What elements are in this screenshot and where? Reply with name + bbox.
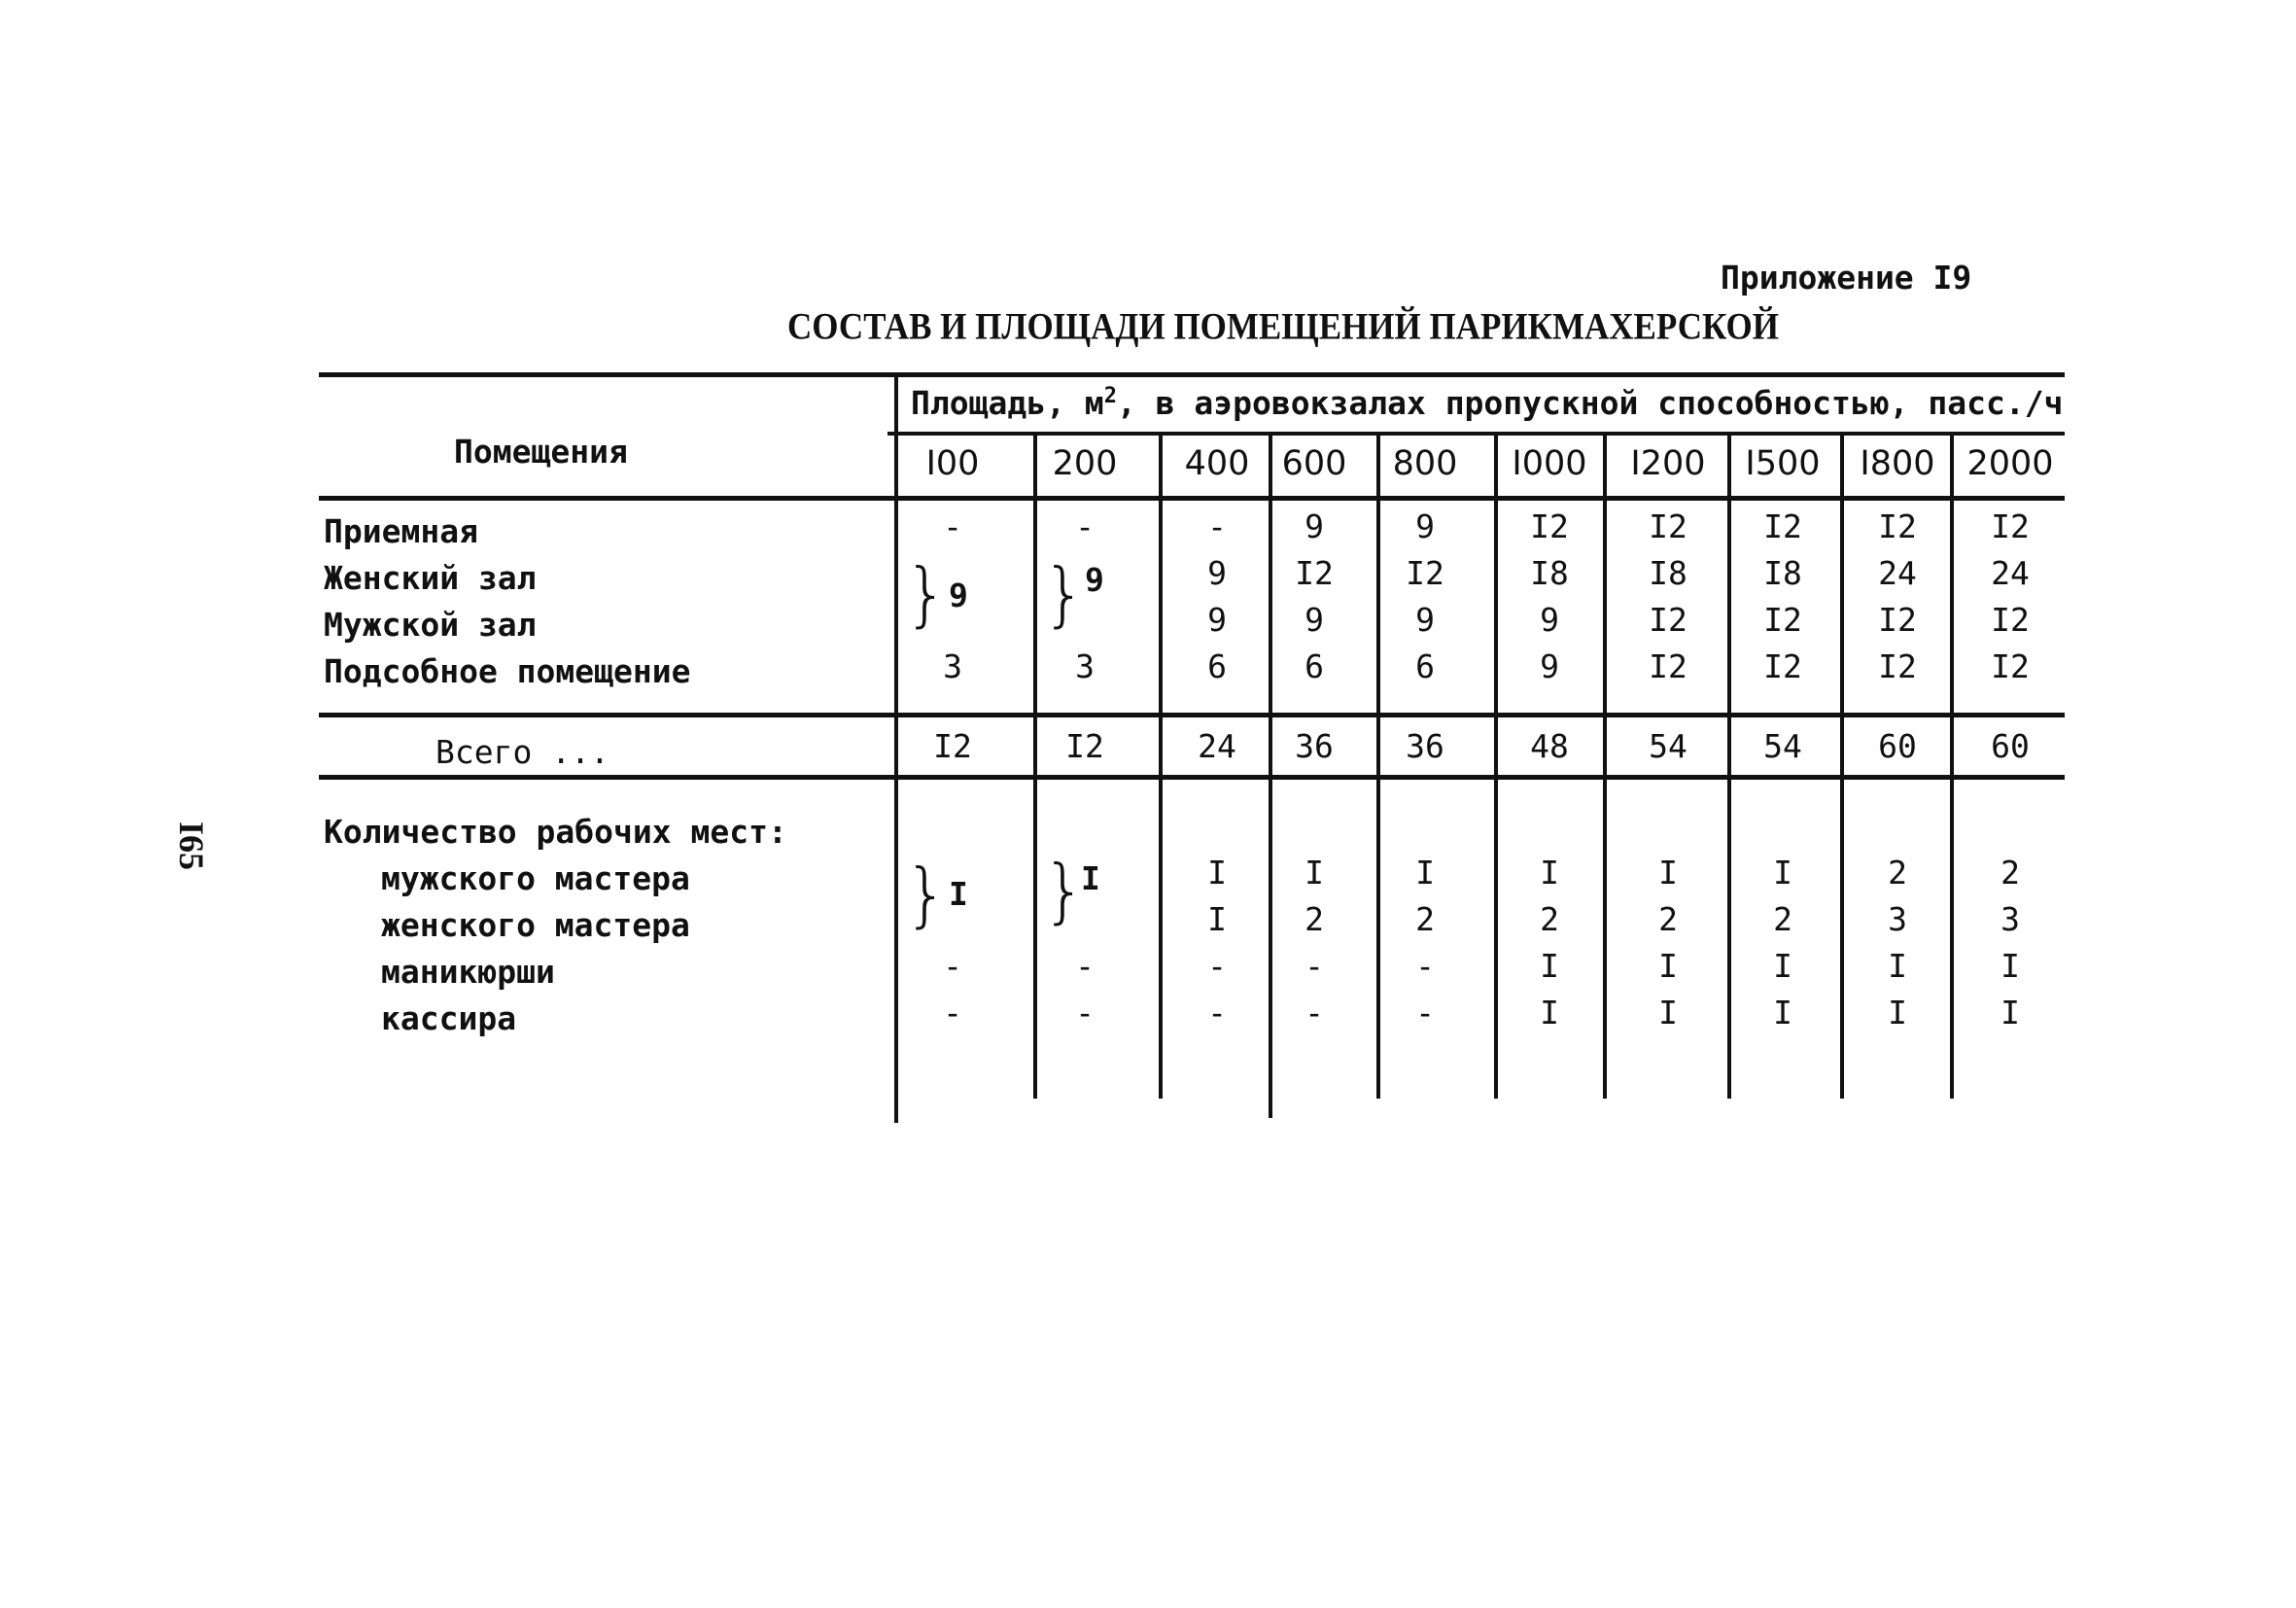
room-label-womens-hall: Женский зал bbox=[324, 559, 537, 597]
table-cell: - bbox=[1207, 994, 1227, 1031]
table-cell: 9 bbox=[1415, 507, 1435, 545]
table-cell: I2 bbox=[1878, 507, 1917, 545]
brace-icon: } bbox=[904, 854, 949, 935]
table-cell: I bbox=[1773, 994, 1792, 1031]
column-header: I200 bbox=[1630, 444, 1706, 483]
column-header: 200 bbox=[1052, 444, 1118, 483]
table-cell: I bbox=[1773, 947, 1792, 985]
table-cell: 2 bbox=[1658, 900, 1678, 938]
column-header: I00 bbox=[925, 444, 980, 483]
total-cell: 24 bbox=[1198, 727, 1236, 765]
table-cell: 2 bbox=[1305, 900, 1324, 938]
table-cell: 2 bbox=[1540, 900, 1559, 938]
column-rule bbox=[1603, 434, 1607, 1099]
table-cell: 6 bbox=[1207, 647, 1227, 685]
column-header: 600 bbox=[1281, 444, 1347, 483]
workplaces-heading: Количество рабочих мест: bbox=[324, 813, 787, 851]
workplace-label-manicurist: маникюрши bbox=[381, 953, 555, 991]
table-cell: - bbox=[1075, 507, 1095, 545]
column-header: 800 bbox=[1392, 444, 1458, 483]
table-cell: 6 bbox=[1305, 647, 1324, 685]
table-cell: I8 bbox=[1763, 554, 1802, 592]
table-cell: I2 bbox=[1878, 601, 1917, 639]
table-cell: 3 bbox=[1888, 900, 1907, 938]
table-cell: I bbox=[2000, 947, 2020, 985]
table-cell: 3 bbox=[943, 647, 962, 685]
column-rule bbox=[894, 374, 898, 1123]
table-cell: - bbox=[943, 994, 962, 1031]
table-cell: 3 bbox=[2000, 900, 2020, 938]
table-cell: I bbox=[2000, 994, 2020, 1031]
column-header: I500 bbox=[1745, 444, 1821, 483]
table-cell: I bbox=[1773, 854, 1792, 891]
total-label: Всего ... bbox=[435, 733, 609, 771]
table-cell: I2 bbox=[1878, 647, 1917, 685]
table-cell: I bbox=[1888, 994, 1907, 1031]
table-cell: I2 bbox=[1649, 647, 1687, 685]
table-cell: 9 bbox=[1415, 601, 1435, 639]
table-cell: I bbox=[1415, 854, 1435, 891]
combined-value: I bbox=[1081, 859, 1100, 897]
combined-value: 9 bbox=[1085, 561, 1104, 599]
combined-value: 9 bbox=[949, 577, 968, 614]
column-header: 400 bbox=[1184, 444, 1250, 483]
table-rule bbox=[319, 496, 2065, 501]
table-cell: I2 bbox=[1763, 601, 1802, 639]
table-cell: I bbox=[1658, 947, 1678, 985]
table-cell: - bbox=[1075, 994, 1095, 1031]
table-cell: - bbox=[1207, 947, 1227, 985]
appendix-label: Приложение I9 bbox=[1721, 259, 1972, 297]
table-cell: - bbox=[1415, 994, 1435, 1031]
workplace-label-cashier: кассира bbox=[381, 999, 517, 1037]
table-rule bbox=[887, 432, 2065, 436]
area-header-prefix: Площадь, м bbox=[911, 384, 1104, 422]
table-cell: 9 bbox=[1207, 601, 1227, 639]
brace-icon: } bbox=[904, 553, 949, 635]
column-header: I000 bbox=[1512, 444, 1587, 483]
table-cell: 9 bbox=[1540, 601, 1559, 639]
total-cell: 36 bbox=[1406, 727, 1444, 765]
total-cell: 60 bbox=[1991, 727, 2030, 765]
table-cell: 9 bbox=[1305, 601, 1324, 639]
table-cell: 9 bbox=[1540, 647, 1559, 685]
total-cell: I2 bbox=[1065, 727, 1104, 765]
table-cell: I2 bbox=[1406, 554, 1444, 592]
area-header-suffix: , в аэровокзалах пропускной способностью, пасс./ч bbox=[1116, 384, 2064, 422]
workplace-label-mens-master: мужского мастера bbox=[381, 859, 690, 897]
room-label-mens-hall: Мужской зал bbox=[324, 606, 537, 644]
table-cell: 2 bbox=[2000, 854, 2020, 891]
table-cell: - bbox=[1075, 947, 1095, 985]
table-rule bbox=[319, 775, 2065, 780]
table-cell: - bbox=[1305, 947, 1324, 985]
table-cell: I2 bbox=[1991, 507, 2030, 545]
total-cell: 36 bbox=[1295, 727, 1334, 765]
table-cell: I2 bbox=[1649, 507, 1687, 545]
table-cell: I bbox=[1658, 854, 1678, 891]
table-cell: I2 bbox=[1295, 554, 1334, 592]
table-cell: 2 bbox=[1773, 900, 1792, 938]
table-cell: 2 bbox=[1888, 854, 1907, 891]
table-cell: 2 bbox=[1415, 900, 1435, 938]
table-cell: I bbox=[1888, 947, 1907, 985]
total-cell: 54 bbox=[1763, 727, 1802, 765]
total-cell: 60 bbox=[1878, 727, 1917, 765]
table-cell: I8 bbox=[1530, 554, 1569, 592]
table-cell: - bbox=[1207, 507, 1227, 545]
table-cell: - bbox=[1415, 947, 1435, 985]
table-cell: I bbox=[1207, 854, 1227, 891]
table-cell: I2 bbox=[1991, 601, 2030, 639]
table-cell: 9 bbox=[1305, 507, 1324, 545]
brace-icon: } bbox=[1042, 850, 1087, 931]
total-cell: 54 bbox=[1649, 727, 1687, 765]
table-rule bbox=[319, 372, 2065, 377]
workplace-label-womens-master: женского мастера bbox=[381, 906, 690, 944]
column-header: I800 bbox=[1860, 444, 1935, 483]
row-header: Помещения bbox=[454, 433, 628, 471]
table-cell: 24 bbox=[1991, 554, 2030, 592]
table-cell: I bbox=[1207, 900, 1227, 938]
table-cell: 3 bbox=[1075, 647, 1095, 685]
total-cell: I2 bbox=[933, 727, 972, 765]
table-cell: - bbox=[943, 507, 962, 545]
table-cell: - bbox=[943, 947, 962, 985]
room-label-reception: Приемная bbox=[324, 512, 478, 550]
table-cell: 24 bbox=[1878, 554, 1917, 592]
table-cell: I bbox=[1540, 947, 1559, 985]
area-header-sup: 2 bbox=[1103, 384, 1117, 408]
table-cell: I bbox=[1540, 994, 1559, 1031]
table-cell: I8 bbox=[1649, 554, 1687, 592]
room-label-utility: Подсобное помещение bbox=[324, 652, 691, 690]
column-rule bbox=[1159, 434, 1163, 1099]
table-cell: I2 bbox=[1530, 507, 1569, 545]
table-cell: - bbox=[1305, 994, 1324, 1031]
total-cell: 48 bbox=[1530, 727, 1569, 765]
table-cell: I2 bbox=[1763, 647, 1802, 685]
column-header: 2000 bbox=[1966, 444, 2054, 483]
area-header bbox=[911, 384, 2063, 422]
table-cell: 9 bbox=[1207, 554, 1227, 592]
table-cell: I bbox=[1658, 994, 1678, 1031]
table-cell: 6 bbox=[1415, 647, 1435, 685]
table-cell: I2 bbox=[1649, 601, 1687, 639]
table-cell: I2 bbox=[1763, 507, 1802, 545]
table-cell: I2 bbox=[1991, 647, 2030, 685]
table-cell: I bbox=[1305, 854, 1324, 891]
table-cell: I bbox=[1540, 854, 1559, 891]
brace-icon: } bbox=[1042, 553, 1087, 635]
combined-value: I bbox=[949, 875, 968, 913]
table-rule bbox=[319, 713, 2065, 717]
page-number: I65 bbox=[172, 821, 211, 871]
page-title: СОСТАВ И ПЛОЩАДИ ПОМЕЩЕНИЙ ПАРИКМАХЕРСКОЙ bbox=[787, 305, 1779, 348]
